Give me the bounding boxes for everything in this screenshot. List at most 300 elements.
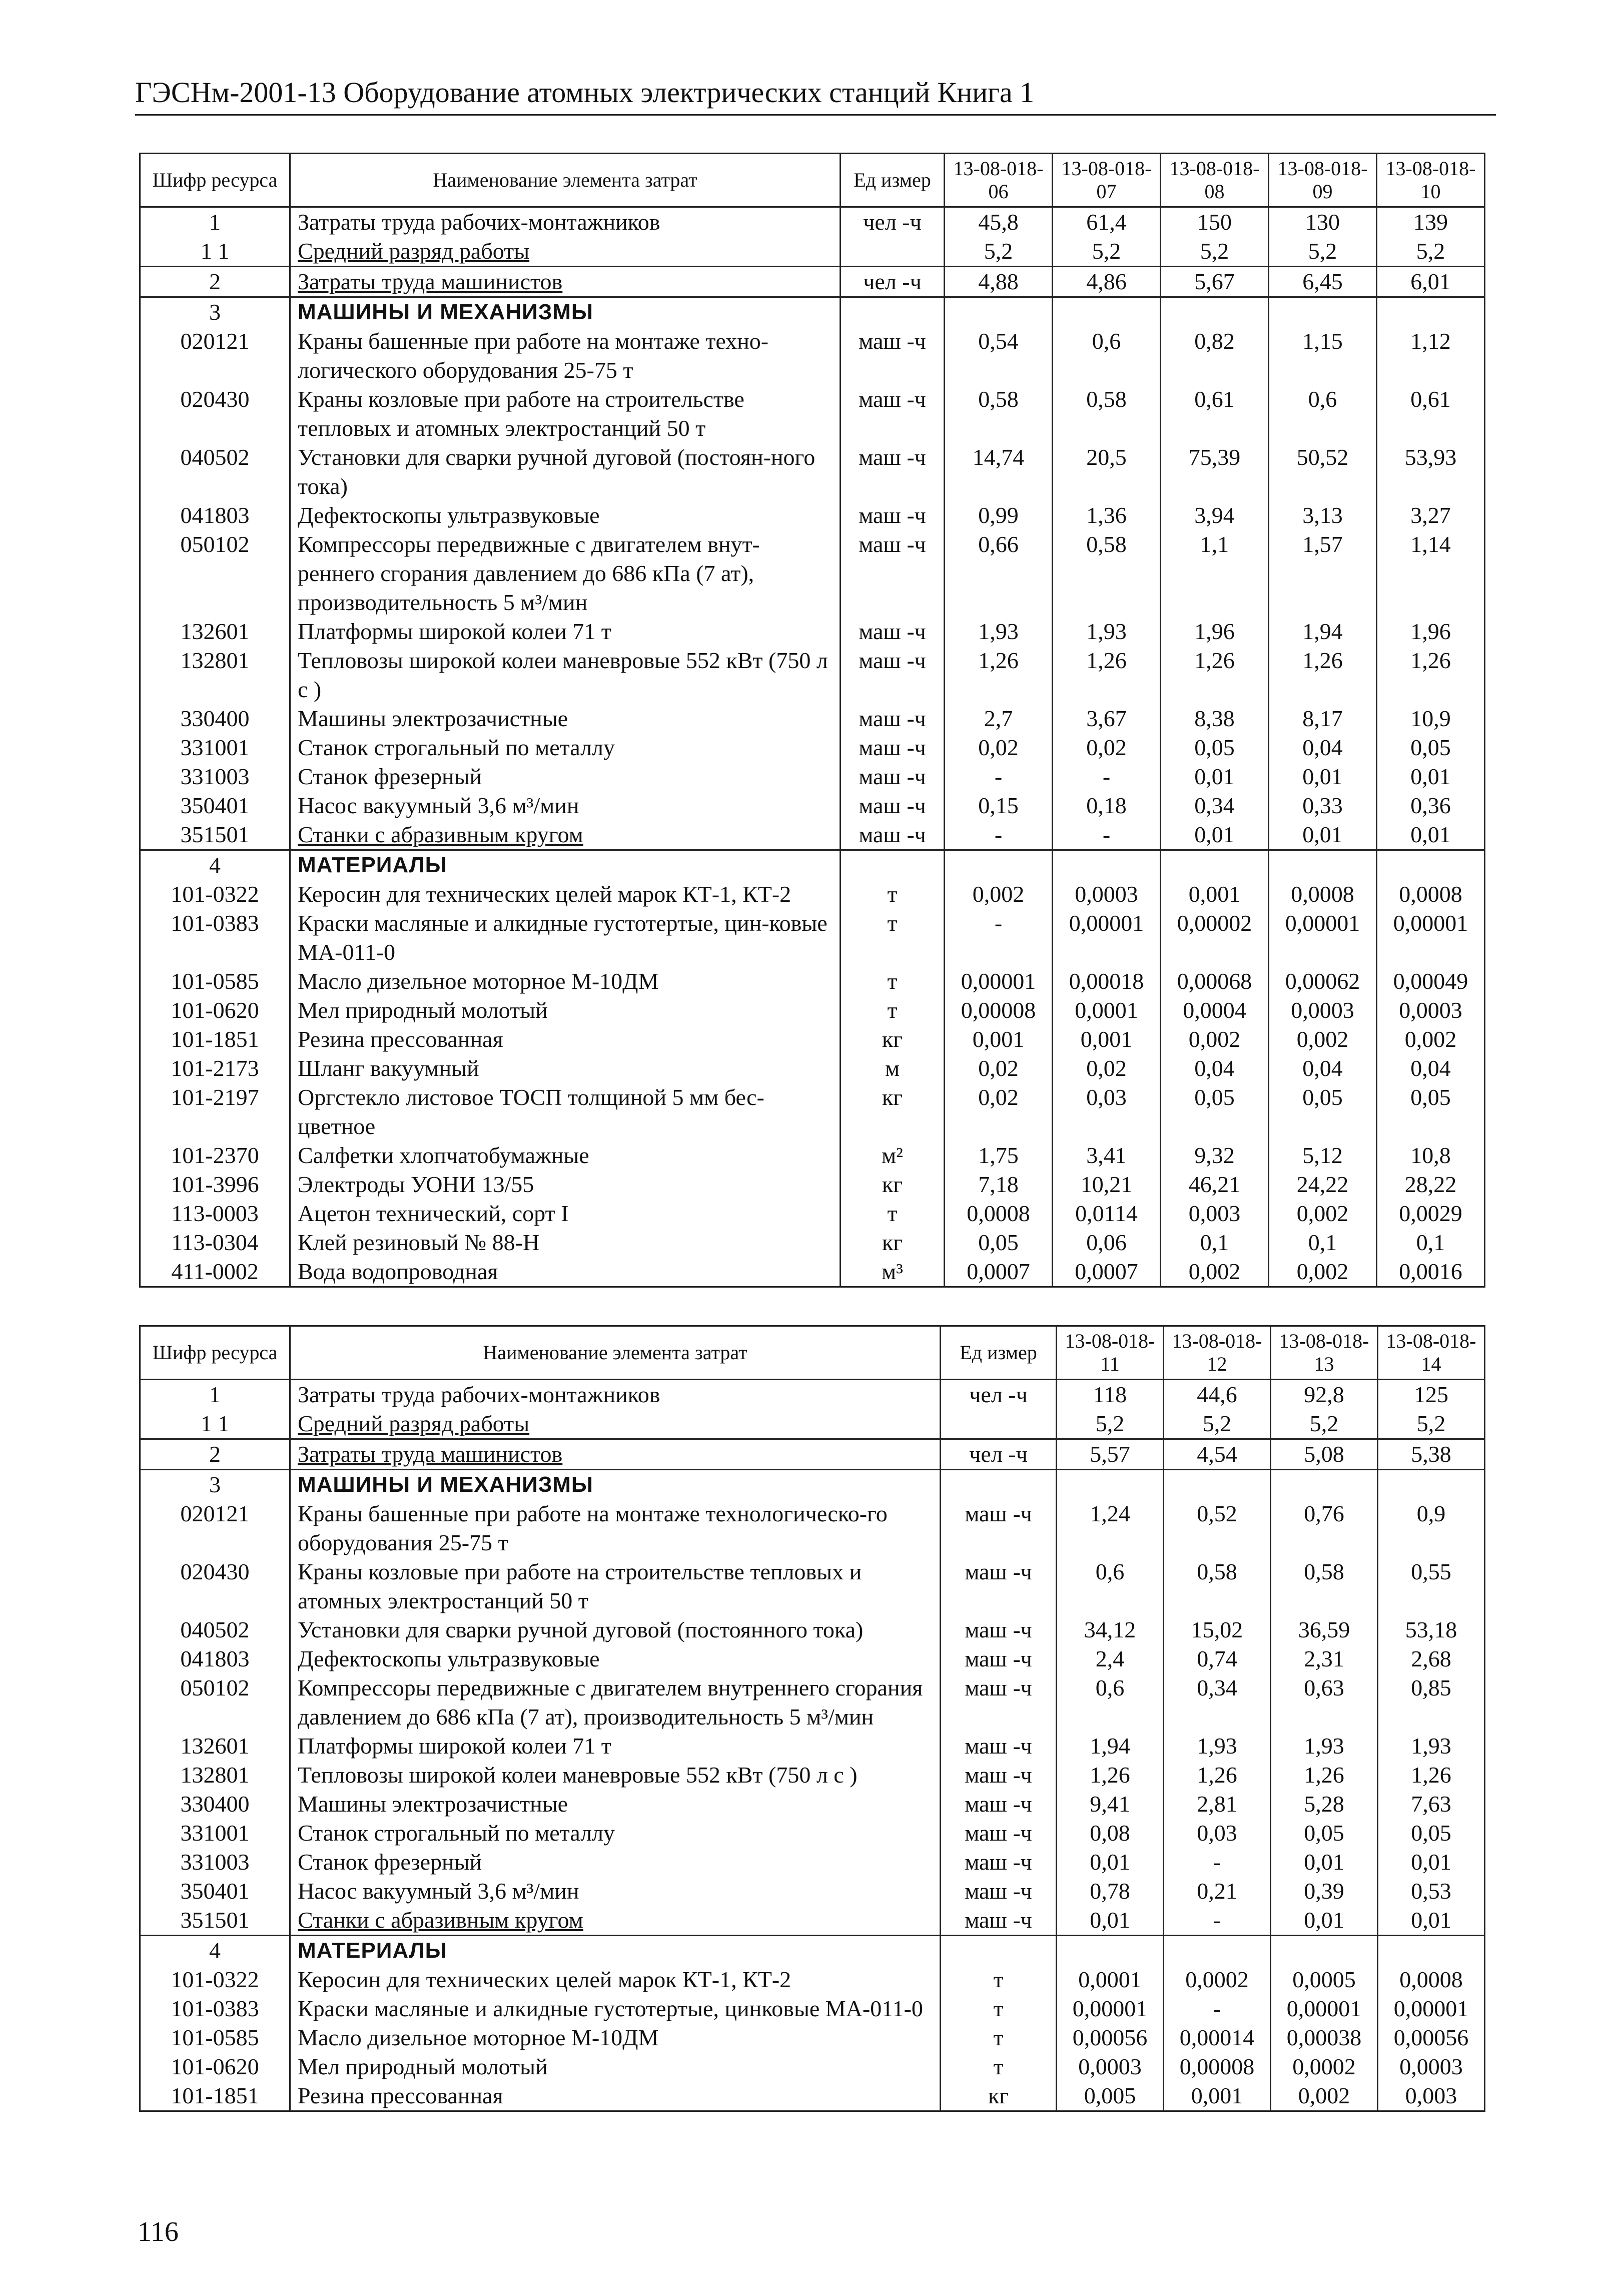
norm-value: 36,59 xyxy=(1271,1615,1378,1644)
norm-value: 0,003 xyxy=(1378,2081,1485,2111)
resource-code: 101-0585 xyxy=(140,967,290,996)
norm-value: 0,00049 xyxy=(1377,967,1485,996)
resource-name: Платформы широкой колеи 71 т xyxy=(290,617,841,646)
table-row xyxy=(140,1499,1485,1557)
norm-value: 0,52 xyxy=(1164,1499,1271,1557)
table-row xyxy=(140,267,1485,297)
unit-of-measure: маш -ч xyxy=(841,501,945,530)
section-row xyxy=(140,297,1485,327)
norm-value: 0,0001 xyxy=(1053,996,1161,1025)
table-row xyxy=(140,704,1485,733)
resource-name: Керосин для технических целей марок КТ-1, КТ-2 xyxy=(290,1965,941,1994)
norm-value: 0,00014 xyxy=(1164,2023,1271,2052)
norm-value xyxy=(1271,1470,1378,1500)
norm-value: 1,96 xyxy=(1377,617,1485,646)
resource-code: 050102 xyxy=(140,1673,290,1732)
table-row xyxy=(140,617,1485,646)
table-row xyxy=(140,1819,1485,1848)
norm-value: 0,9 xyxy=(1378,1499,1485,1557)
table-row xyxy=(140,1615,1485,1644)
unit-of-measure: кг xyxy=(841,1170,945,1199)
resource-name: Затраты труда рабочих-монтажников xyxy=(290,207,841,237)
norm-value: 0,58 xyxy=(1164,1557,1271,1615)
norm-value: 0,00056 xyxy=(1057,2023,1164,2052)
norm-value: 0,05 xyxy=(1269,1083,1377,1141)
norm-value: 1,1 xyxy=(1161,530,1269,617)
norm-value: 130 xyxy=(1269,207,1377,237)
norm-value: 0,01 xyxy=(1057,1906,1164,1936)
norm-value: 0,05 xyxy=(1377,733,1485,762)
unit-of-measure: т xyxy=(841,909,945,967)
norm-value: 0,58 xyxy=(945,385,1053,443)
norm-value: 0,01 xyxy=(1269,762,1377,791)
norm-value: 0,34 xyxy=(1164,1673,1271,1732)
norm-value: 1,26 xyxy=(1057,1761,1164,1790)
table-row xyxy=(140,880,1485,909)
table-row xyxy=(140,967,1485,996)
norm-value: 0,15 xyxy=(945,791,1053,820)
resource-name: Насос вакуумный 3,6 м³/мин xyxy=(290,1877,941,1906)
norm-value: 0,00056 xyxy=(1378,2023,1485,2052)
norm-value: 53,93 xyxy=(1377,443,1485,501)
col-header-code: Шифр ресурса xyxy=(140,1326,290,1380)
norm-value xyxy=(1378,1470,1485,1500)
resource-code: 101-0322 xyxy=(140,1965,290,1994)
norm-value: 0,76 xyxy=(1271,1499,1378,1557)
resource-code: 3 xyxy=(140,297,290,327)
table-row xyxy=(140,1761,1485,1790)
resource-code: 020430 xyxy=(140,385,290,443)
norm-value: 3,27 xyxy=(1377,501,1485,530)
resource-name: Масло дизельное моторное М-10ДМ xyxy=(290,967,841,996)
table-header xyxy=(140,1326,1485,1380)
unit-of-measure: т xyxy=(941,2052,1057,2081)
norm-value: 50,52 xyxy=(1269,443,1377,501)
norm-value: 75,39 xyxy=(1161,443,1269,501)
table-row xyxy=(140,443,1485,501)
resource-code: 132801 xyxy=(140,1761,290,1790)
table-row xyxy=(140,1083,1485,1141)
norm-value: 0,002 xyxy=(1377,1025,1485,1054)
resource-name: Тепловозы широкой колеи маневровые 552 кВт (750 л с ) xyxy=(290,646,841,704)
norm-value: 0,03 xyxy=(1053,1083,1161,1141)
norm-value: 0,002 xyxy=(1269,1199,1377,1228)
section-row xyxy=(140,1470,1485,1500)
norm-value: 7,18 xyxy=(945,1170,1053,1199)
col-header-norm: 13-08-018-06 xyxy=(945,154,1053,207)
norm-value: 2,68 xyxy=(1378,1644,1485,1673)
norm-value: 1,26 xyxy=(945,646,1053,704)
norm-value: 0,6 xyxy=(1053,327,1161,385)
norm-value: 5,67 xyxy=(1161,267,1269,297)
resource-name: Шланг вакуумный xyxy=(290,1054,841,1083)
unit-of-measure: маш -ч xyxy=(841,704,945,733)
resource-name: Керосин для технических целей марок КТ-1, КТ-2 xyxy=(290,880,841,909)
unit-of-measure xyxy=(941,1936,1057,1966)
norm-value xyxy=(1161,297,1269,327)
resource-name: Краны башенные при работе на монтаже техно-логического оборудования 25-75 т xyxy=(290,327,841,385)
norm-value: 5,2 xyxy=(1053,237,1161,267)
norm-value: 20,5 xyxy=(1053,443,1161,501)
norm-value: 0,04 xyxy=(1161,1054,1269,1083)
table-row xyxy=(140,237,1485,267)
resource-code: 132601 xyxy=(140,617,290,646)
norm-value: 5,57 xyxy=(1057,1439,1164,1470)
unit-of-measure: маш -ч xyxy=(841,820,945,850)
unit-of-measure: м² xyxy=(841,1141,945,1170)
norm-value: 0,82 xyxy=(1161,327,1269,385)
norm-value: 0,58 xyxy=(1053,530,1161,617)
norm-value: 5,2 xyxy=(1271,1409,1378,1439)
resource-code: 101-1851 xyxy=(140,1025,290,1054)
resource-name: Ацетон технический, сорт I xyxy=(290,1199,841,1228)
norm-value: 2,31 xyxy=(1271,1644,1378,1673)
resource-code: 020430 xyxy=(140,1557,290,1615)
resource-code: 2 xyxy=(140,267,290,297)
norm-value: 0,33 xyxy=(1269,791,1377,820)
unit-of-measure: т xyxy=(841,967,945,996)
norm-value: 0,01 xyxy=(1378,1848,1485,1877)
norm-value: 0,0007 xyxy=(1053,1257,1161,1287)
norm-value: 118 xyxy=(1057,1380,1164,1410)
unit-of-measure: маш -ч xyxy=(941,1761,1057,1790)
unit-of-measure: маш -ч xyxy=(941,1819,1057,1848)
norm-value xyxy=(1269,297,1377,327)
norm-value: 0,02 xyxy=(945,1083,1053,1141)
norm-value: 0,001 xyxy=(1164,2081,1271,2111)
norm-value xyxy=(1271,1936,1378,1966)
norm-value: 5,12 xyxy=(1269,1141,1377,1170)
norm-value: 0,55 xyxy=(1378,1557,1485,1615)
norm-value: 0,61 xyxy=(1377,385,1485,443)
resource-code: 331003 xyxy=(140,1848,290,1877)
norm-value: 0,1 xyxy=(1377,1228,1485,1257)
norm-value: 0,04 xyxy=(1377,1054,1485,1083)
unit-of-measure: т xyxy=(841,880,945,909)
table-row xyxy=(140,1141,1485,1170)
resource-code: 020121 xyxy=(140,1499,290,1557)
norm-value: - xyxy=(1164,1848,1271,1877)
norm-value: 0,00001 xyxy=(1271,1994,1378,2023)
norm-value: 0,54 xyxy=(945,327,1053,385)
norm-value: 24,22 xyxy=(1269,1170,1377,1199)
table-row xyxy=(140,791,1485,820)
norm-value: 0,0003 xyxy=(1053,880,1161,909)
norm-value: 8,38 xyxy=(1161,704,1269,733)
norm-value: 0,74 xyxy=(1164,1644,1271,1673)
resource-code: 113-0304 xyxy=(140,1228,290,1257)
norm-value xyxy=(1057,1936,1164,1966)
table-row xyxy=(140,1380,1485,1410)
unit-of-measure: маш -ч xyxy=(841,327,945,385)
resource-name: Салфетки хлопчатобумажные xyxy=(290,1141,841,1170)
table-row xyxy=(140,1673,1485,1732)
norm-value: 0,04 xyxy=(1269,733,1377,762)
table-row xyxy=(140,1732,1485,1761)
table-row xyxy=(140,530,1485,617)
unit-of-measure: м xyxy=(841,1054,945,1083)
resource-table-1 xyxy=(139,153,1485,1288)
resource-code: 331001 xyxy=(140,1819,290,1848)
page-title: ГЭСНм-2001-13 Оборудование атомных электрических станций Книга 1 xyxy=(135,75,1496,116)
norm-value: - xyxy=(1053,820,1161,850)
norm-value: 0,002 xyxy=(1161,1025,1269,1054)
norm-value xyxy=(945,297,1053,327)
resource-name: Станки с абразивным кругом xyxy=(290,1906,941,1936)
norm-value: 0,00002 xyxy=(1161,909,1269,967)
unit-of-measure: т xyxy=(941,1994,1057,2023)
norm-value xyxy=(1269,850,1377,880)
norm-value: 1,15 xyxy=(1269,327,1377,385)
norm-value: 0,0005 xyxy=(1271,1965,1378,1994)
norm-value: 3,13 xyxy=(1269,501,1377,530)
resource-code: 4 xyxy=(140,1936,290,1966)
resource-code: 132601 xyxy=(140,1732,290,1761)
unit-of-measure: маш -ч xyxy=(841,646,945,704)
norm-value: 5,2 xyxy=(1377,237,1485,267)
norm-value: 1,93 xyxy=(1164,1732,1271,1761)
resource-name: Масло дизельное моторное М-10ДМ xyxy=(290,2023,941,2052)
resource-code: 4 xyxy=(140,850,290,880)
unit-of-measure: маш -ч xyxy=(841,385,945,443)
norm-value: 10,8 xyxy=(1377,1141,1485,1170)
resource-code: 132801 xyxy=(140,646,290,704)
section-row xyxy=(140,1936,1485,1966)
table-row xyxy=(140,327,1485,385)
norm-value: 0,005 xyxy=(1057,2081,1164,2111)
norm-value: 10,9 xyxy=(1377,704,1485,733)
norm-value: - xyxy=(945,762,1053,791)
norm-value: 1,93 xyxy=(1271,1732,1378,1761)
norm-value: 0,0008 xyxy=(945,1199,1053,1228)
norm-value: 34,12 xyxy=(1057,1615,1164,1644)
resource-code: 330400 xyxy=(140,1790,290,1819)
norm-value: 5,2 xyxy=(1269,237,1377,267)
norm-value: 0,05 xyxy=(1161,1083,1269,1141)
resource-code: 101-2173 xyxy=(140,1054,290,1083)
norm-value: 0,02 xyxy=(1053,733,1161,762)
norm-value: 1,26 xyxy=(1271,1761,1378,1790)
resource-code: 331001 xyxy=(140,733,290,762)
table-row xyxy=(140,1877,1485,1906)
table-row xyxy=(140,501,1485,530)
norm-value: 0,00038 xyxy=(1271,2023,1378,2052)
norm-value: 0,0003 xyxy=(1378,2052,1485,2081)
resource-name: Резина прессованная xyxy=(290,1025,841,1054)
resource-code: 2 xyxy=(140,1439,290,1470)
resource-name: Резина прессованная xyxy=(290,2081,941,2111)
col-header-unit: Ед измер xyxy=(941,1326,1057,1380)
table-row xyxy=(140,1644,1485,1673)
resource-name: Затраты труда рабочих-монтажников xyxy=(290,1380,941,1410)
col-header-code: Шифр ресурса xyxy=(140,154,290,207)
resource-name: Станок строгальный по металлу xyxy=(290,733,841,762)
unit-of-measure: маш -ч xyxy=(941,1732,1057,1761)
unit-of-measure xyxy=(841,850,945,880)
norm-value: 0,6 xyxy=(1269,385,1377,443)
resource-code: 101-1851 xyxy=(140,2081,290,2111)
table-row xyxy=(140,820,1485,850)
norm-value xyxy=(1053,297,1161,327)
norm-value: 0,6 xyxy=(1057,1557,1164,1615)
table-header xyxy=(140,154,1485,207)
norm-value: - xyxy=(1164,1994,1271,2023)
norm-value: 1,93 xyxy=(945,617,1053,646)
table-row xyxy=(140,207,1485,237)
norm-value: 0,01 xyxy=(1271,1848,1378,1877)
col-header-unit: Ед измер xyxy=(841,154,945,207)
norm-value: 0,05 xyxy=(1378,1819,1485,1848)
norm-value: 0,18 xyxy=(1053,791,1161,820)
norm-value: 0,78 xyxy=(1057,1877,1164,1906)
col-header-norm: 13-08-018-10 xyxy=(1377,154,1485,207)
norm-value: 1,26 xyxy=(1377,646,1485,704)
resource-code: 1 xyxy=(140,207,290,237)
unit-of-measure: маш -ч xyxy=(841,443,945,501)
table-row xyxy=(140,1848,1485,1877)
norm-value: 0,05 xyxy=(945,1228,1053,1257)
norm-value: 4,54 xyxy=(1164,1439,1271,1470)
resource-code: 101-0383 xyxy=(140,1994,290,2023)
norm-value: 0,002 xyxy=(1269,1025,1377,1054)
norm-value: 0,58 xyxy=(1271,1557,1378,1615)
unit-of-measure: чел -ч xyxy=(941,1439,1057,1470)
norm-value: 0,001 xyxy=(945,1025,1053,1054)
unit-of-measure: маш -ч xyxy=(941,1615,1057,1644)
unit-of-measure: маш -ч xyxy=(941,1673,1057,1732)
norm-value: 0,08 xyxy=(1057,1819,1164,1848)
resource-name: Компрессоры передвижные с двигателем внутреннего сгорания давлением до 686 кПа (7 ат), производительность 5 м³/мин xyxy=(290,1673,941,1732)
norm-value: 0,1 xyxy=(1161,1228,1269,1257)
resource-code: 101-0585 xyxy=(140,2023,290,2052)
norm-value: 2,81 xyxy=(1164,1790,1271,1819)
resource-code: 020121 xyxy=(140,327,290,385)
table-row xyxy=(140,1409,1485,1439)
norm-value: 61,4 xyxy=(1053,207,1161,237)
resource-code: 1 1 xyxy=(140,1409,290,1439)
table-row xyxy=(140,909,1485,967)
norm-value: 1,93 xyxy=(1053,617,1161,646)
norm-value: 0,00001 xyxy=(1053,909,1161,967)
resource-code: 1 1 xyxy=(140,237,290,267)
norm-value: 0,01 xyxy=(1378,1906,1485,1936)
resource-code: 101-2197 xyxy=(140,1083,290,1141)
resource-code: 101-0322 xyxy=(140,880,290,909)
resource-code: 040502 xyxy=(140,443,290,501)
norm-value: 0,00001 xyxy=(1377,909,1485,967)
norm-value xyxy=(1377,850,1485,880)
norm-value: 0,00001 xyxy=(945,967,1053,996)
resource-name: Краски масляные и алкидные густотертые, цин-ковые МА-011-0 xyxy=(290,909,841,967)
norm-value: 0,00008 xyxy=(945,996,1053,1025)
norm-value: 0,001 xyxy=(1053,1025,1161,1054)
norm-value: 0,002 xyxy=(945,880,1053,909)
unit-of-measure: т xyxy=(941,2023,1057,2052)
norm-value: 0,0008 xyxy=(1269,880,1377,909)
table-row xyxy=(140,1054,1485,1083)
resource-name: Установки для сварки ручной дуговой (постоянного тока) xyxy=(290,1615,941,1644)
norm-value: 0,99 xyxy=(945,501,1053,530)
resource-code: 101-2370 xyxy=(140,1141,290,1170)
table-row xyxy=(140,1439,1485,1470)
norm-value: 0,05 xyxy=(1377,1083,1485,1141)
norm-value: 0,66 xyxy=(945,530,1053,617)
unit-of-measure: маш -ч xyxy=(941,1644,1057,1673)
unit-of-measure: чел -ч xyxy=(841,267,945,297)
norm-value: 1,57 xyxy=(1269,530,1377,617)
table-row xyxy=(140,1228,1485,1257)
col-header-norm: 13-08-018-11 xyxy=(1057,1326,1164,1380)
norm-value xyxy=(1161,850,1269,880)
unit-of-measure: маш -ч xyxy=(841,733,945,762)
norm-value: 46,21 xyxy=(1161,1170,1269,1199)
norm-value: 1,26 xyxy=(1161,646,1269,704)
unit-of-measure: кг xyxy=(841,1228,945,1257)
norm-value: 1,36 xyxy=(1053,501,1161,530)
unit-of-measure: чел -ч xyxy=(841,207,945,237)
resource-code: 050102 xyxy=(140,530,290,617)
norm-value: 1,14 xyxy=(1377,530,1485,617)
resource-name: Средний разряд работы xyxy=(290,1409,941,1439)
unit-of-measure xyxy=(941,1470,1057,1500)
resource-code: 411-0002 xyxy=(140,1257,290,1287)
norm-value: 0,003 xyxy=(1161,1199,1269,1228)
norm-value: 0,63 xyxy=(1271,1673,1378,1732)
resource-code: 1 xyxy=(140,1380,290,1410)
norm-value: - xyxy=(945,909,1053,967)
norm-value: 0,85 xyxy=(1378,1673,1485,1732)
resource-code: 351501 xyxy=(140,820,290,850)
section-row xyxy=(140,850,1485,880)
norm-value: 0,21 xyxy=(1164,1877,1271,1906)
table-row xyxy=(140,1557,1485,1615)
norm-value: 0,0002 xyxy=(1271,2052,1378,2081)
resource-name: Оргстекло листовое ТОСП толщиной 5 мм бес-цветное xyxy=(290,1083,841,1141)
unit-of-measure: маш -ч xyxy=(941,1906,1057,1936)
norm-value: 5,2 xyxy=(1161,237,1269,267)
norm-value: 0,002 xyxy=(1269,1257,1377,1287)
resource-name: МАТЕРИАЛЫ xyxy=(290,850,841,880)
norm-value xyxy=(945,850,1053,880)
unit-of-measure: кг xyxy=(941,2081,1057,2111)
table-row xyxy=(140,1965,1485,1994)
norm-value: 0,03 xyxy=(1164,1819,1271,1848)
norm-value: 0,00018 xyxy=(1053,967,1161,996)
norm-value: 0,001 xyxy=(1161,880,1269,909)
unit-of-measure xyxy=(841,297,945,327)
resource-name: Краны козловые при работе на строительстве тепловых и атомных электростанций 50 т xyxy=(290,385,841,443)
col-header-norm: 13-08-018-14 xyxy=(1378,1326,1485,1380)
table-row xyxy=(140,996,1485,1025)
resource-name: Станки с абразивным кругом xyxy=(290,820,841,850)
resource-code: 3 xyxy=(140,1470,290,1500)
resource-name: Машины электрозачистные xyxy=(290,704,841,733)
resource-name: Затраты труда машинистов xyxy=(290,1439,941,1470)
resource-name: Вода водопроводная xyxy=(290,1257,841,1287)
resource-name: Дефектоскопы ультразвуковые xyxy=(290,501,841,530)
norm-value: 1,93 xyxy=(1378,1732,1485,1761)
norm-value: 0,0008 xyxy=(1377,880,1485,909)
norm-value: 0,00062 xyxy=(1269,967,1377,996)
norm-value: 0,0002 xyxy=(1164,1965,1271,1994)
norm-value: 139 xyxy=(1377,207,1485,237)
col-header-name: Наименование элемента затрат xyxy=(290,154,841,207)
table-body xyxy=(140,207,1485,1287)
norm-value: 28,22 xyxy=(1377,1170,1485,1199)
norm-value: 15,02 xyxy=(1164,1615,1271,1644)
unit-of-measure: маш -ч xyxy=(941,1499,1057,1557)
norm-value: 0,36 xyxy=(1377,791,1485,820)
